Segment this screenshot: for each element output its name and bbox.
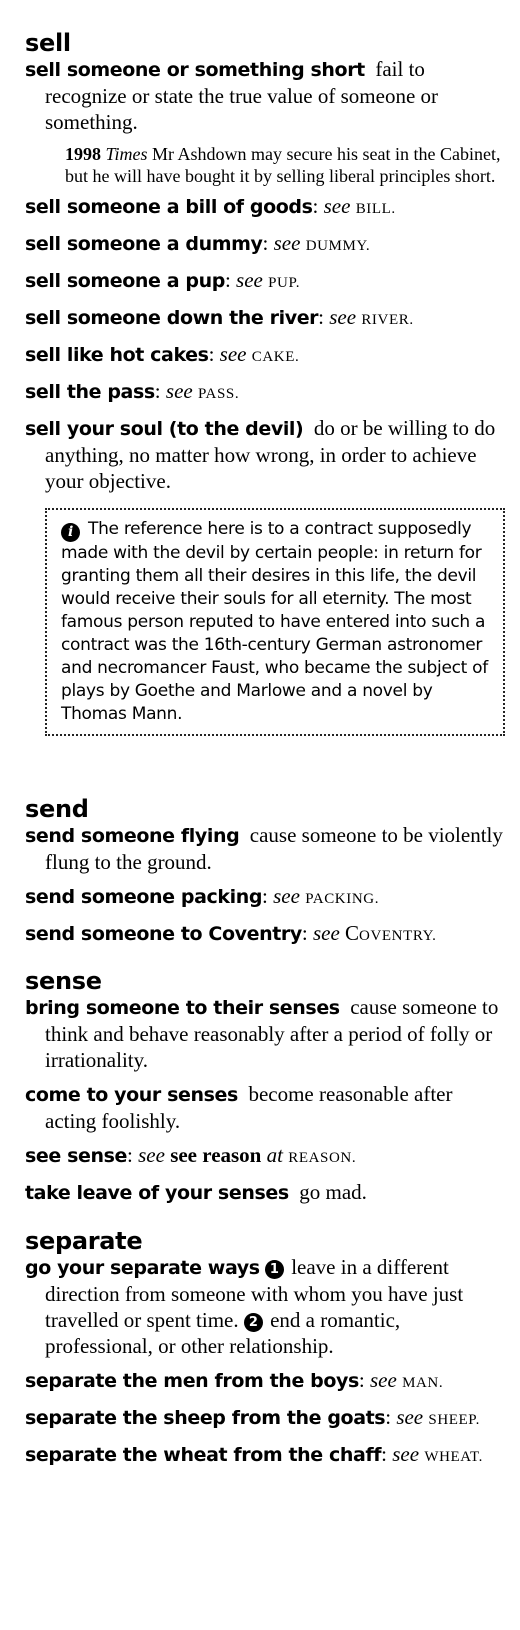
entry-phrase: see sense: [25, 1145, 128, 1167]
entry-sell-soul: [25, 415, 505, 494]
entry-phrase: go your separate ways: [25, 1257, 260, 1279]
entry-definition: cause someone to think and behave reasonably after a period of folly or irrationality.: [45, 995, 499, 1072]
cross-reference[interactable]: CAKE.: [251, 349, 300, 365]
see-label: see: [392, 1442, 420, 1466]
entry-definition: do or be willing to do anything, no matter how wrong, in order to achieve your objective.: [45, 416, 496, 493]
entry-definition: go mad.: [299, 1180, 367, 1204]
see-label: see: [165, 379, 193, 403]
see-label: see: [138, 1143, 165, 1167]
cross-reference-phrase[interactable]: see reason: [170, 1143, 262, 1167]
entry-phrase: bring someone to their senses: [25, 997, 340, 1019]
entry-phrase: sell the pass: [25, 381, 155, 403]
note-text: The reference here is to a contract supposedly made with the devil by certain people: in return for granting them all their desires in this life, the devil would receive their souls for all eternity. The most famous person reputed to have entered into such a contract was the 16th-century German astronomer and necromancer Faust, who became the subject of plays by Goethe and Marlowe and a novel by Thomas Mann.: [61, 519, 488, 724]
headword-separate: separate: [25, 1227, 143, 1255]
entry-send-packing: send someone packing: see PACKING.: [25, 884, 380, 908]
see-label: see: [323, 194, 351, 218]
cross-reference[interactable]: WHEAT.: [424, 1449, 484, 1465]
cross-reference[interactable]: BILL.: [355, 201, 396, 217]
entry-definition-1: leave in a different direction from someone with whom you have just travelled or spent time.: [45, 1255, 464, 1332]
info-icon: i: [61, 523, 80, 542]
section-separate: [25, 1228, 505, 1478]
info-note-box: [45, 508, 505, 736]
entry-phrase: send someone packing: [25, 886, 263, 908]
cross-reference[interactable]: MAN.: [402, 1375, 444, 1391]
entry-phrase: separate the wheat from the chaff: [25, 1444, 382, 1466]
entry-phrase: sell someone a bill of goods: [25, 196, 313, 218]
see-label: see: [273, 884, 300, 908]
headword-sell: sell: [25, 29, 71, 57]
cross-reference[interactable]: PASS.: [197, 386, 240, 402]
headword-send: send: [25, 795, 89, 823]
entry-separate-men: separate the men from the boys: see MAN.: [25, 1368, 444, 1392]
entry-phrase: sell someone a pup: [25, 270, 225, 292]
entry-definition: cause someone to be violently flung to the ground.: [45, 823, 503, 874]
entry-separate-ways: [25, 1254, 505, 1359]
entry-sell-pass: sell the pass: see PASS.: [25, 379, 240, 403]
headword-sense: sense: [25, 967, 102, 995]
entry-see-sense: see sense: see see reason at REASON.: [25, 1143, 357, 1167]
quote-text: Mr Ashdown may secure his seat in the Cabinet, but he will have bought it by selling liberal principles short.: [65, 144, 501, 186]
entry-phrase: sell someone down the river: [25, 307, 319, 329]
entry-phrase: sell someone or something short: [25, 59, 365, 81]
entry-take-leave: [25, 1179, 505, 1206]
section-send: [25, 796, 505, 957]
entry-sell-short: [25, 56, 505, 135]
entry-sell-river: sell someone down the river: see RIVER.: [25, 305, 414, 329]
at-label: at: [266, 1143, 283, 1167]
see-label: see: [369, 1368, 397, 1392]
cross-reference[interactable]: PUP.: [268, 275, 301, 291]
entry-phrase: take leave of your senses: [25, 1182, 289, 1204]
cross-reference[interactable]: [345, 921, 436, 945]
entry-send-flying: [25, 822, 505, 875]
entry-bring-to-senses: [25, 994, 505, 1073]
see-label: see: [396, 1405, 424, 1429]
sense-number-2-icon: 2: [244, 1313, 263, 1332]
entry-phrase: send someone to Coventry: [25, 923, 302, 945]
entry-definition: fail to recognize or state the true value of someone or something.: [45, 57, 439, 134]
cross-reference[interactable]: SHEEP.: [428, 1412, 480, 1428]
entry-phrase: separate the sheep from the goats: [25, 1407, 386, 1429]
entry-phrase: sell like hot cakes: [25, 344, 209, 366]
see-label: see: [236, 268, 263, 292]
section-sell: [25, 30, 505, 736]
entry-phrase: come to your senses: [25, 1084, 238, 1106]
entry-phrase: separate the men from the boys: [25, 1370, 359, 1392]
entry-phrase: send someone flying: [25, 825, 240, 847]
entry-come-to-senses: [25, 1081, 505, 1134]
cross-reference-rest: OVENTRY.: [359, 928, 437, 944]
see-label: see: [329, 305, 357, 329]
cross-reference[interactable]: REASON.: [288, 1150, 357, 1166]
sense-number-1-icon: 1: [265, 1260, 284, 1279]
entry-phrase: sell your soul (to the devil): [25, 418, 304, 440]
cross-reference[interactable]: PACKING.: [305, 891, 380, 907]
entry-separate-sheep: separate the sheep from the goats: see SHEEP.: [25, 1405, 480, 1429]
entry-sell-bill: sell someone a bill of goods: see BILL.: [25, 194, 396, 218]
entry-separate-wheat: separate the wheat from the chaff: see WHEAT.: [25, 1442, 484, 1466]
cross-reference[interactable]: DUMMY.: [305, 238, 371, 254]
see-label: see: [312, 921, 340, 945]
see-label: see: [219, 342, 247, 366]
quote-year: 1998: [65, 144, 101, 164]
quote-source: Times: [105, 144, 148, 164]
entry-send-coventry: send someone to Coventry: see COVENTRY.: [25, 921, 437, 945]
section-sense: [25, 968, 505, 1214]
entry-sell-dummy: sell someone a dummy: see DUMMY.: [25, 231, 371, 255]
entry-sell-pup: sell someone a pup: see PUP.: [25, 268, 301, 292]
entry-phrase: sell someone a dummy: [25, 233, 263, 255]
entry-definition-2: end a romantic, professional, or other relationship.: [45, 1308, 401, 1358]
cross-reference[interactable]: RIVER.: [361, 312, 414, 328]
cross-reference-initial: C: [345, 921, 360, 945]
see-label: see: [273, 231, 301, 255]
entry-definition: become reasonable after acting foolishly.: [45, 1082, 453, 1133]
entry-sell-cakes: sell like hot cakes: see CAKE.: [25, 342, 300, 366]
quotation: [65, 143, 505, 187]
